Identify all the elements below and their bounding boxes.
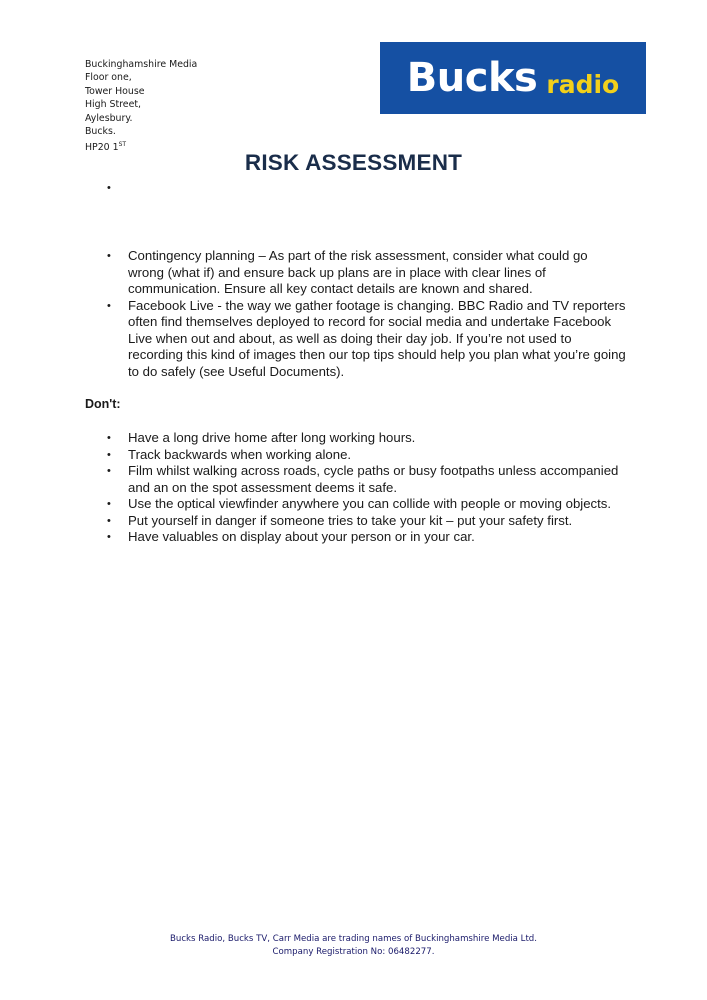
bullet-icon: •: [107, 448, 111, 461]
list-item: [107, 298, 627, 381]
bullet-icon: •: [107, 531, 111, 543]
list-item: [107, 180, 627, 197]
list-item-text: Contingency planning – As part of the risk assessment, consider what could go wrong (what if) and ensure back up plans are in place with clear lines of communication. Ensure all key contact details are known and shared.: [128, 248, 588, 296]
list-item-text: Have a long drive home after long working hours.: [128, 430, 416, 445]
empty-bullet-list: [107, 180, 627, 197]
bullet-icon: •: [107, 465, 111, 477]
list-item-text: Have valuables on display about your person or in your car.: [128, 529, 475, 544]
address-line: Aylesbury.: [85, 112, 133, 124]
address-line: High Street,: [85, 99, 141, 111]
address-line: Floor one,: [85, 72, 132, 84]
bullet-icon: •: [107, 299, 111, 312]
footer-line: Company Registration No: 06482277.: [272, 947, 435, 957]
do-list: [107, 248, 627, 380]
dont-list: [107, 430, 627, 546]
list-item: [107, 513, 627, 530]
list-item: [107, 463, 627, 496]
list-item-text: Track backwards when working alone.: [128, 446, 352, 462]
list-item-text: Facebook Live - the way we gather footage is changing. BBC Radio and TV reporters often find themselves deployed to record for social media and undertake Facebook Live when out and about, as well as doing their day job. If you’re not used to recording this kind of images then our top tips should help you plan what you’re going to do safely (see Useful Documents).: [128, 297, 626, 379]
page-title: RISK ASSESSMENT: [244, 150, 463, 175]
dont-heading: Don't:: [85, 397, 121, 411]
logo-brand: Bucks: [406, 55, 538, 101]
bullet-icon: •: [107, 432, 111, 444]
list-item: [107, 248, 627, 298]
address-line: Bucks.: [85, 126, 116, 138]
list-item: [107, 447, 627, 464]
footer-line: Bucks Radio, Bucks TV, Carr Media are trading names of Buckinghamshire Media Ltd.: [169, 934, 537, 944]
bullet-icon: •: [107, 498, 111, 510]
postcode-text: HP20 1: [85, 142, 119, 154]
list-item-text: Put yourself in danger if someone tries to take your kit – put your safety first.: [128, 512, 573, 528]
list-item: [107, 430, 627, 447]
footer: [0, 933, 707, 959]
bucks-radio-logo: [380, 42, 646, 114]
list-item: [107, 496, 627, 513]
address-line: Tower House: [85, 85, 145, 97]
list-item-text: Use the optical viewfinder anywhere you can collide with people or moving objects.: [128, 496, 612, 511]
bullet-icon: •: [107, 182, 111, 194]
bullet-icon: •: [107, 250, 111, 262]
list-item-text: Film whilst walking across roads, cycle paths or busy footpaths unless accompanied and an on the spot assessment deems it safe.: [128, 463, 619, 495]
postcode-superscript: ST: [118, 141, 127, 149]
address-line: Buckinghamshire Media: [85, 59, 198, 70]
logo-sub: radio: [546, 69, 620, 99]
sender-address: [85, 58, 197, 155]
list-item: [107, 529, 627, 546]
bullet-icon: •: [107, 514, 111, 527]
